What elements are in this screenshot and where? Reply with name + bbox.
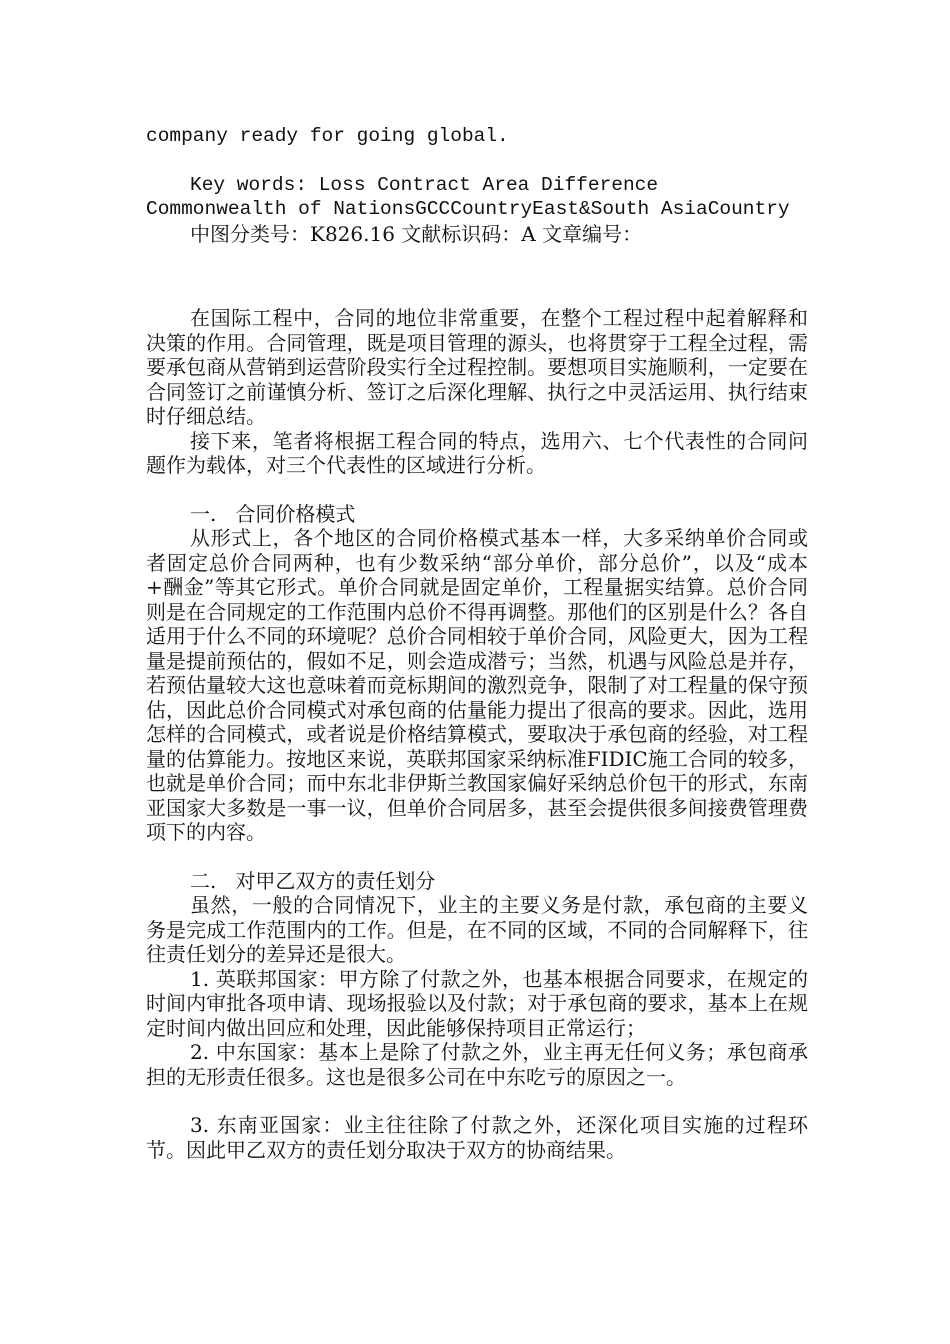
spacer (146, 1089, 808, 1113)
classification-line: 中图分类号：K826.16 文献标识码：A 文章编号： (190, 221, 643, 246)
paragraph-intro: 在国际工程中，合同的地位非常重要，在整个工程过程中起着解释和决策的作用。合同管理，既是项目管理的源头，也将贯穿于工程全过程，需要承包商从营销到运营阶段实行全过程控制。要想项目实施顺利，一定要在合同签订之前谨慎分析、签订之后深化理解、执行之中灵活运用、执行结束时仔细总结。 (146, 306, 808, 428)
paragraph-outline: 接下来，笔者将根据工程合同的特点，选用六、七个代表性的合同问题作为载体，对三个代表性的区域进行分析。 (146, 428, 808, 477)
document-body (146, 124, 808, 1162)
list-item-commonwealth: 1. 英联邦国家：甲方除了付款之外，也基本根据合同要求，在规定的时间内审批各项申请、现场报验以及付款；对于承包商的要求，基本上在规定时间内做出回应和处理，因此能够保持项目正常运行； (146, 966, 808, 1040)
spacer (146, 478, 808, 502)
section-heading-responsibility: 二. 对甲乙双方的责任划分 (190, 868, 436, 893)
spacer (146, 845, 808, 869)
abstract-tail: company ready for going global. (146, 125, 509, 147)
list-item-middle-east: 2. 中东国家：基本上是除了付款之外，业主再无任何义务；承包商承担的无形责任很多。这也是很多公司在中东吃亏的原因之一。 (146, 1040, 808, 1089)
spacer (146, 246, 808, 306)
keywords-english: Key words: Loss Contract Area Difference Commonwealth of NationsGCCCountryEast&South AsiaCountry (146, 173, 790, 220)
spacer (146, 149, 808, 173)
paragraph-contract-price: 从形式上，各个地区的合同价格模式基本一样，大多采纳单价合同或者固定总价合同两种，也有少数采纳“部分单价，部分总价”，以及“成本+酬金”等其它形式。单价合同就是固定单价，工程量据实结算。总价合同则是在合同规定的工作范围内总价不得再调整。那他们的区别是什么？各自适用于什么不同的环境呢？总价合同相较于单价合同，风险更大，因为工程量是提前预估的，假如不足，则会造成潜亏；当然，机遇与风险总是并存，若预估量较大这也意味着而竞标期间的激烈竞争，限制了对工程量的保守预估，因此总价合同模式对承包商的估量能力提出了很高的要求。因此，选用怎样的合同模式，或者说是价格结算模式，要取决于承包商的经验，对工程量的估算能力。按地区来说，英联邦国家采纳标准FIDIC施工合同的较多，也就是单价合同；而中东北非伊斯兰教国家偏好采纳总价包干的形式，东南亚国家大多数是一事一议，但单价合同居多，甚至会提供很多间接费管理费项下的内容。 (146, 526, 808, 844)
paragraph-responsibility: 虽然，一般的合同情况下，业主的主要义务是付款，承包商的主要义务是完成工作范围内的工作。但是，在不同的区域，不同的合同解释下，往往责任划分的差异还是很大。 (146, 893, 808, 966)
list-item-southeast-asia: 3. 东南亚国家：业主往往除了付款之外，还深化项目实施的过程环节。因此甲乙双方的责任划分取决于双方的协商结果。 (146, 1113, 808, 1162)
section-heading-contract-price: 一. 合同价格模式 (190, 501, 356, 526)
